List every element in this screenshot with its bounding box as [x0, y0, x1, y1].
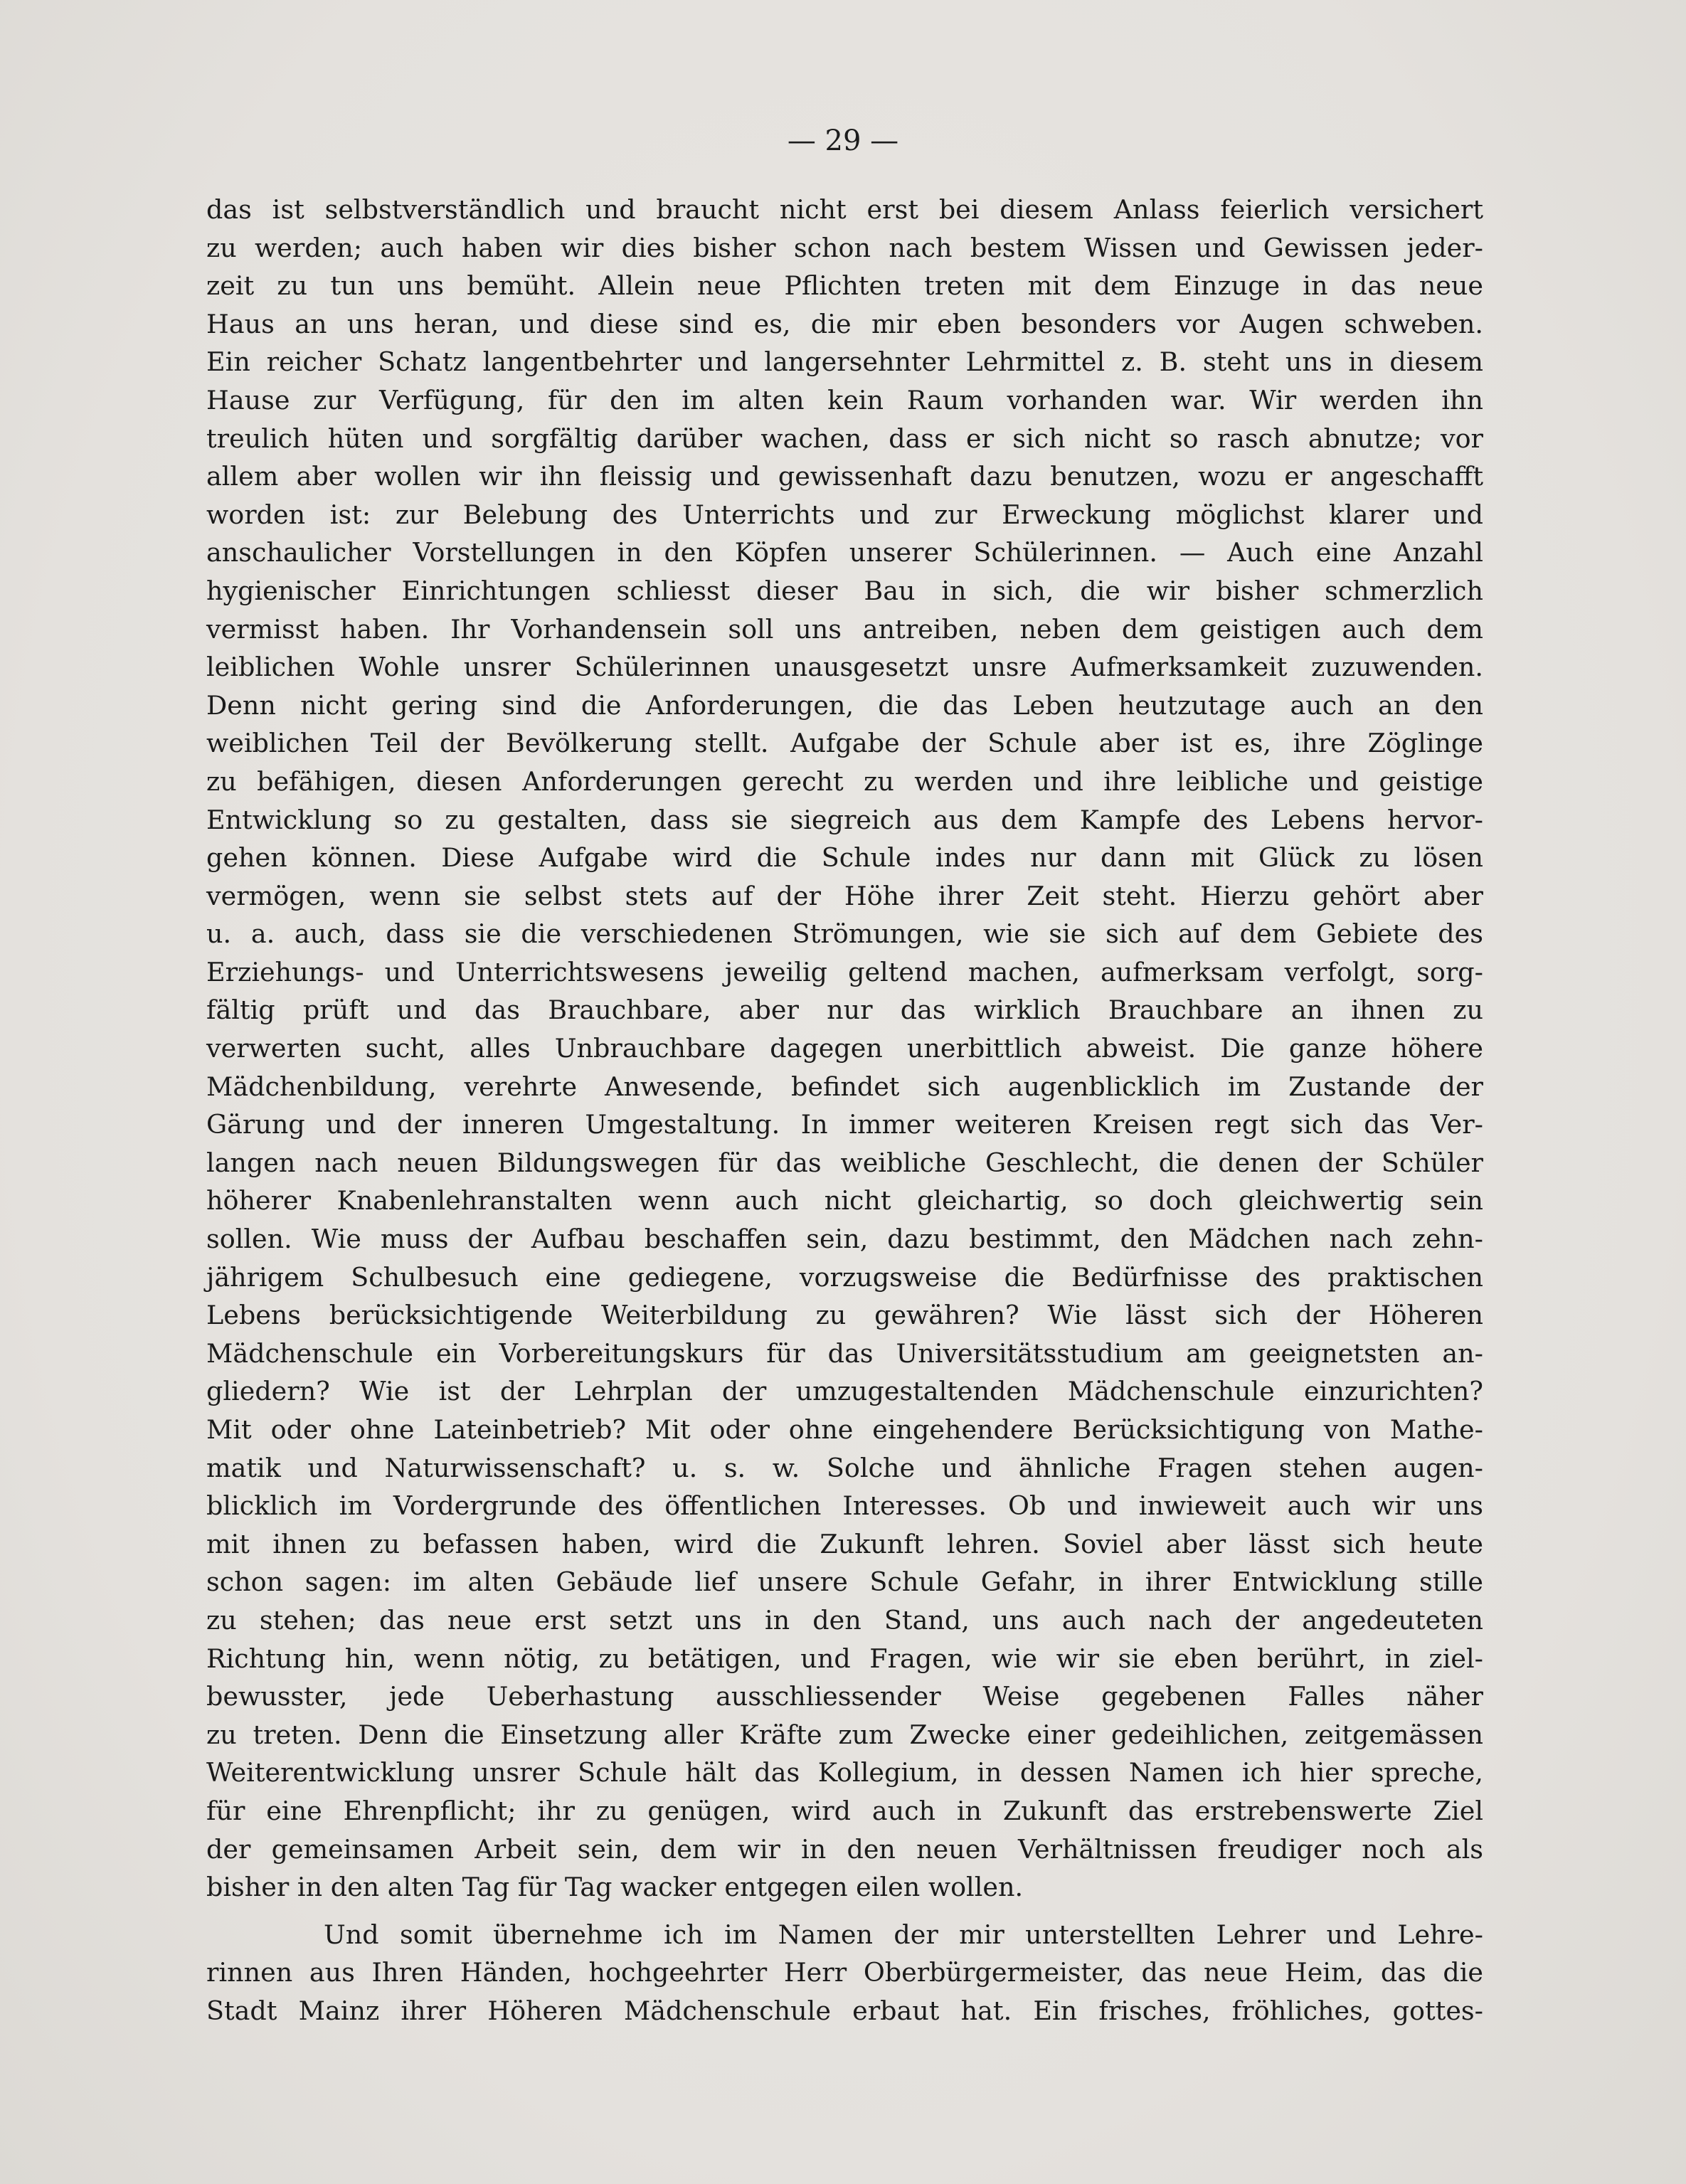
text-line: hygienischer Einrichtungen schliesst dieser Bau in sich, die wir bisher schmerzlich — [206, 575, 1483, 606]
text-line: Richtung hin, wenn nötig, zu betätigen, und Fragen, wie wir sie eben berührt, in ziel- — [206, 1643, 1483, 1674]
text-line: allem aber wollen wir ihn fleissig und gewissenhaft dazu benutzen, wozu er angeschafft — [206, 461, 1483, 492]
text-line: der gemeinsamen Arbeit sein, dem wir in den neuen Verhältnissen freudiger noch als — [206, 1833, 1483, 1865]
text-line: u. a. auch, dass sie die verschiedenen Strömungen, wie sie sich auf dem Gebiete des — [206, 918, 1483, 950]
text-line: Haus an uns heran, und diese sind es, die mir eben besonders vor Augen schweben. — [206, 308, 1483, 339]
text-line: Ein reicher Schatz langentbehrter und langersehnter Lehrmittel z. B. steht uns in diesem — [206, 346, 1483, 378]
text-line: treulich hüten und sorgfältig darüber wachen, dass er sich nicht so rasch abnutze; vor — [206, 423, 1483, 454]
text-line: fältig prüft und das Brauchbare, aber nur das wirklich Brauchbare an ihnen zu — [206, 995, 1483, 1026]
text-line: Mädchenschule ein Vorbereitungskurs für das Universitätsstudium am geeignetsten an- — [206, 1337, 1483, 1369]
text-line: vermisst haben. Ihr Vorhandensein soll uns antreiben, neben dem geistigen auch dem — [206, 613, 1483, 645]
text-line: Erziehungs- und Unterrichtswesens jeweilig geltend machen, aufmerksam verfolgt, sorg- — [206, 956, 1483, 987]
text-line: mit ihnen zu befassen haben, wird die Zukunft lehren. Soviel aber lässt sich heute — [206, 1528, 1483, 1559]
text-line: das ist selbstverständlich und braucht nicht erst bei diesem Anlass feierlich versichert — [206, 194, 1483, 225]
text-line: Denn nicht gering sind die Anforderungen, die das Leben heutzutage auch an den — [206, 689, 1483, 721]
text-line: Mädchenbildung, verehrte Anwesende, befindet sich augenblicklich im Zustande der — [206, 1071, 1483, 1102]
text-line: bisher in den alten Tag für Tag wacker entgegen eilen wollen. — [206, 1872, 1024, 1903]
text-line: rinnen aus Ihren Händen, hochgeehrter Herr Oberbürgermeister, das neue Heim, das die — [206, 1957, 1483, 1988]
text-line: zu befähigen, diesen Anforderungen gerecht zu werden und ihre leibliche und geistige — [206, 765, 1483, 797]
text-line: Und somit übernehme ich im Namen der mir unterstellten Lehrer und Lehre- — [324, 1919, 1483, 1950]
text-line: zu werden; auch haben wir dies bisher schon nach bestem Wissen und Gewissen jeder- — [206, 232, 1483, 263]
text-line: Gärung und der inneren Umgestaltung. In immer weiteren Kreisen regt sich das Ver- — [206, 1109, 1483, 1140]
text-line: blicklich im Vordergrunde des öffentlichen Interesses. Ob und inwieweit auch wir uns — [206, 1490, 1483, 1522]
text-line: bewusster, jede Ueberhastung ausschliessender Weise gegebenen Falles näher — [206, 1681, 1483, 1712]
text-line: matik und Naturwissenschaft? u. s. w. Solche und ähnliche Fragen stehen augen- — [206, 1452, 1483, 1483]
text-line: worden ist: zur Belebung des Unterrichts und zur Erweckung möglichst klarer und — [206, 499, 1483, 530]
paragraph-1 — [206, 191, 1483, 1907]
text-line: leiblichen Wohle unsrer Schülerinnen unausgesetzt unsre Aufmerksamkeit zuzuwenden. — [206, 652, 1483, 683]
text-line: Hause zur Verfügung, für den im alten kein Raum vorhanden war. Wir werden ihn — [206, 384, 1483, 415]
paragraph-2 — [206, 1916, 1483, 2030]
text-line: Mit oder ohne Lateinbetrieb? Mit oder ohne eingehendere Berücksichtigung von Mathe- — [206, 1414, 1483, 1445]
text-line: Lebens berücksichtigende Weiterbildung zu gewähren? Wie lässt sich der Höheren — [206, 1300, 1483, 1331]
text-line: vermögen, wenn sie selbst stets auf der Höhe ihrer Zeit steht. Hierzu gehört aber — [206, 880, 1483, 911]
text-line: weiblichen Teil der Bevölkerung stellt. Aufgabe der Schule aber ist es, ihre Zöglinge — [206, 728, 1483, 759]
text-line: schon sagen: im alten Gebäude lief unsere Schule Gefahr, in ihrer Entwicklung stille — [206, 1567, 1483, 1598]
text-line: anschaulicher Vorstellungen in den Köpfen unserer Schülerinnen. — Auch eine Anzahl — [206, 537, 1483, 568]
text-line: höherer Knabenlehranstalten wenn auch nicht gleichartig, so doch gleichwertig sein — [206, 1185, 1483, 1216]
text-line: gliedern? Wie ist der Lehrplan der umzugestaltenden Mädchenschule einzurichten? — [206, 1376, 1483, 1407]
text-line: zeit zu tun uns bemüht. Allein neue Pflichten treten mit dem Einzuge in das neue — [206, 270, 1483, 302]
page-number: — 29 — — [787, 124, 899, 157]
text-line: zu treten. Denn die Einsetzung aller Kräfte zum Zwecke einer gedeihlichen, zeitgemässen — [206, 1719, 1483, 1750]
text-line: sollen. Wie muss der Aufbau beschaffen sein, dazu bestimmt, den Mädchen nach zehn- — [206, 1224, 1483, 1255]
text-line: jährigem Schulbesuch eine gediegene, vorzugsweise die Bedürfnisse des praktischen — [206, 1261, 1483, 1293]
body-text — [206, 191, 1483, 2030]
text-line: für eine Ehrenpflicht; ihr zu genügen, wird auch in Zukunft das erstrebenswerte Ziel — [206, 1795, 1483, 1826]
text-line: gehen können. Diese Aufgabe wird die Schule indes nur dann mit Glück zu lösen — [206, 842, 1483, 874]
text-line: Weiterentwicklung unsrer Schule hält das Kollegium, in dessen Namen ich hier spreche, — [206, 1757, 1483, 1788]
text-line: langen nach neuen Bildungswegen für das weibliche Geschlecht, die denen der Schüler — [206, 1147, 1483, 1178]
text-line: Entwicklung so zu gestalten, dass sie siegreich aus dem Kampfe des Lebens hervor- — [206, 804, 1483, 835]
text-line: Stadt Mainz ihrer Höheren Mädchenschule erbaut hat. Ein frisches, fröhliches, gottes- — [206, 1995, 1483, 2026]
text-line: zu stehen; das neue erst setzt uns in den Stand, uns auch nach der angedeuteten — [206, 1604, 1483, 1636]
text-line: verwerten sucht, alles Unbrauchbare dagegen unerbittlich abweist. Die ganze höhere — [206, 1033, 1483, 1064]
